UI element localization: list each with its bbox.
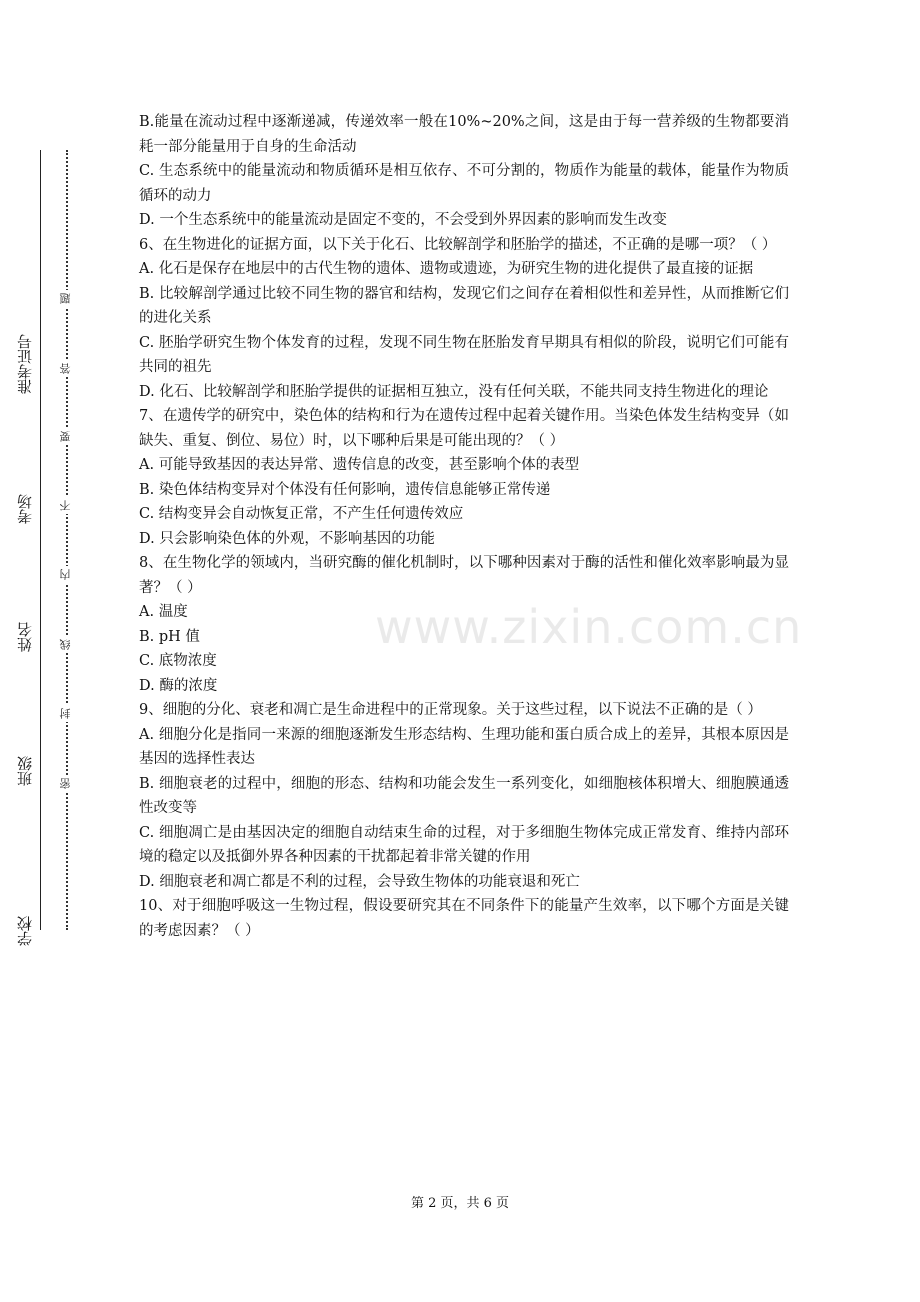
answer-option: B. 比较解剖学通过比较不同生物的器官和结构，发现它们之间存在着相似性和差异性，从而推断它们的进化关系 xyxy=(139,285,789,326)
question-stem: 8、在生物化学的领域内，当研究酶的催化机制时，以下哪种因素对于酶的活性和催化效率影响最为显著？（ ） xyxy=(139,555,789,596)
binding-margin xyxy=(0,0,110,1302)
seal-char: 不 xyxy=(58,497,74,514)
field-class-label: 班级 xyxy=(18,752,33,790)
answer-option: B. pH 值 xyxy=(139,628,200,645)
page-footer: 第 2 页，共 6 页 xyxy=(410,1196,510,1211)
field-name-label: 姓名 xyxy=(18,618,33,656)
answer-option: D. 酶的浓度 xyxy=(139,677,218,694)
seal-char: 要 xyxy=(58,428,74,445)
seal-char: 题 xyxy=(58,290,74,307)
seal-char: 答 xyxy=(58,360,74,377)
question-content xyxy=(139,110,789,943)
answer-option: A. 可能导致基因的表达异常、遗传信息的改变，甚至影响个体的表型 xyxy=(139,457,580,473)
binding-dotted-line xyxy=(66,150,68,930)
answer-option: B. 染色体结构变异对个体没有任何影响，遗传信息能够正常传递 xyxy=(139,481,551,498)
seal-char: 线 xyxy=(58,636,74,653)
question-stem: 6、在生物进化的证据方面，以下关于化石、比较解剖学和胚胎学的描述，不正确的是哪一项？（ ） xyxy=(139,236,777,253)
watermark: www.zixin.com.cn xyxy=(375,600,803,654)
question-stem: 7、在遗传学的研究中，染色体的结构和行为在遗传过程中起着关键作用。当染色体发生结构变异（如缺失、重复、倒位、易位）时，以下哪种后果是可能出现的？（ ） xyxy=(139,408,789,449)
answer-option: D. 一个生态系统中的能量流动是固定不变的，不会受到外界因素的影响而发生改变 xyxy=(139,212,667,228)
field-school-label: 学校 xyxy=(18,912,33,950)
binding-solid-line xyxy=(40,150,41,930)
answer-option: C. 结构变异会自动恢复正常，不产生任何遗传效应 xyxy=(139,506,464,522)
field-exam-number-label: 准考证号 xyxy=(18,330,33,398)
seal-char: 密 xyxy=(58,775,74,792)
answer-option: D. 细胞衰老和凋亡都是不利的过程，会导致生物体的功能衰退和死亡 xyxy=(139,873,580,890)
question-stem: 10、对于细胞呼吸这一生物过程，假设要研究其在不同条件下的能量产生效率，以下哪个方面是关键的考虑因素？（ ） xyxy=(139,898,789,939)
answer-option: C. 生态系统中的能量流动和物质循环是相互依存、不可分割的，物质作为能量的载体，能量作为物质循环的动力 xyxy=(139,163,789,204)
answer-option: A. 化石是保存在地层中的古代生物的遗体、遗物或遗迹，为研究生物的进化提供了最直接的证据 xyxy=(139,261,754,277)
answer-option: C. 胚胎学研究生物个体发育的过程，发现不同生物在胚胎发育早期具有相似的阶段，说明它们可能有共同的祖先 xyxy=(139,334,789,375)
seal-char: 内 xyxy=(58,566,74,583)
answer-option: A. 温度 xyxy=(139,604,188,620)
question-stem: 9、细胞的分化、衰老和凋亡是生命进程中的正常现象。关于这些过程，以下说法不正确的是（ ） xyxy=(139,702,762,718)
answer-option: A. 细胞分化是指同一来源的细胞逐渐发生形态结构、生理功能和蛋白质合成上的差异，其根本原因是基因的选择性表达 xyxy=(139,726,789,767)
answer-option: D. 化石、比较解剖学和胚胎学提供的证据相互独立，没有任何关联，不能共同支持生物进化的理论 xyxy=(139,383,769,400)
answer-option: C. 细胞凋亡是由基因决定的细胞自动结束生命的过程，对于多细胞生物体完成正常发育、维持内部环境的稳定以及抵御外界各种因素的干扰都起着非常关键的作用 xyxy=(139,824,789,865)
seal-char: 封 xyxy=(58,705,74,722)
field-exam-room-label: 考场 xyxy=(18,490,33,528)
answer-option: B.能量在流动过程中逐渐递减，传递效率一般在10%~20%之间，这是由于每一营养级的生物都要消耗一部分能量用于自身的生命活动 xyxy=(139,114,789,155)
answer-option: D. 只会影响染色体的外观，不影响基因的功能 xyxy=(139,530,435,547)
answer-option: B. 细胞衰老的过程中，细胞的形态、结构和功能会发生一系列变化，如细胞核体积增大、细胞膜通透性改变等 xyxy=(139,775,789,816)
answer-option: C. 底物浓度 xyxy=(139,653,217,669)
